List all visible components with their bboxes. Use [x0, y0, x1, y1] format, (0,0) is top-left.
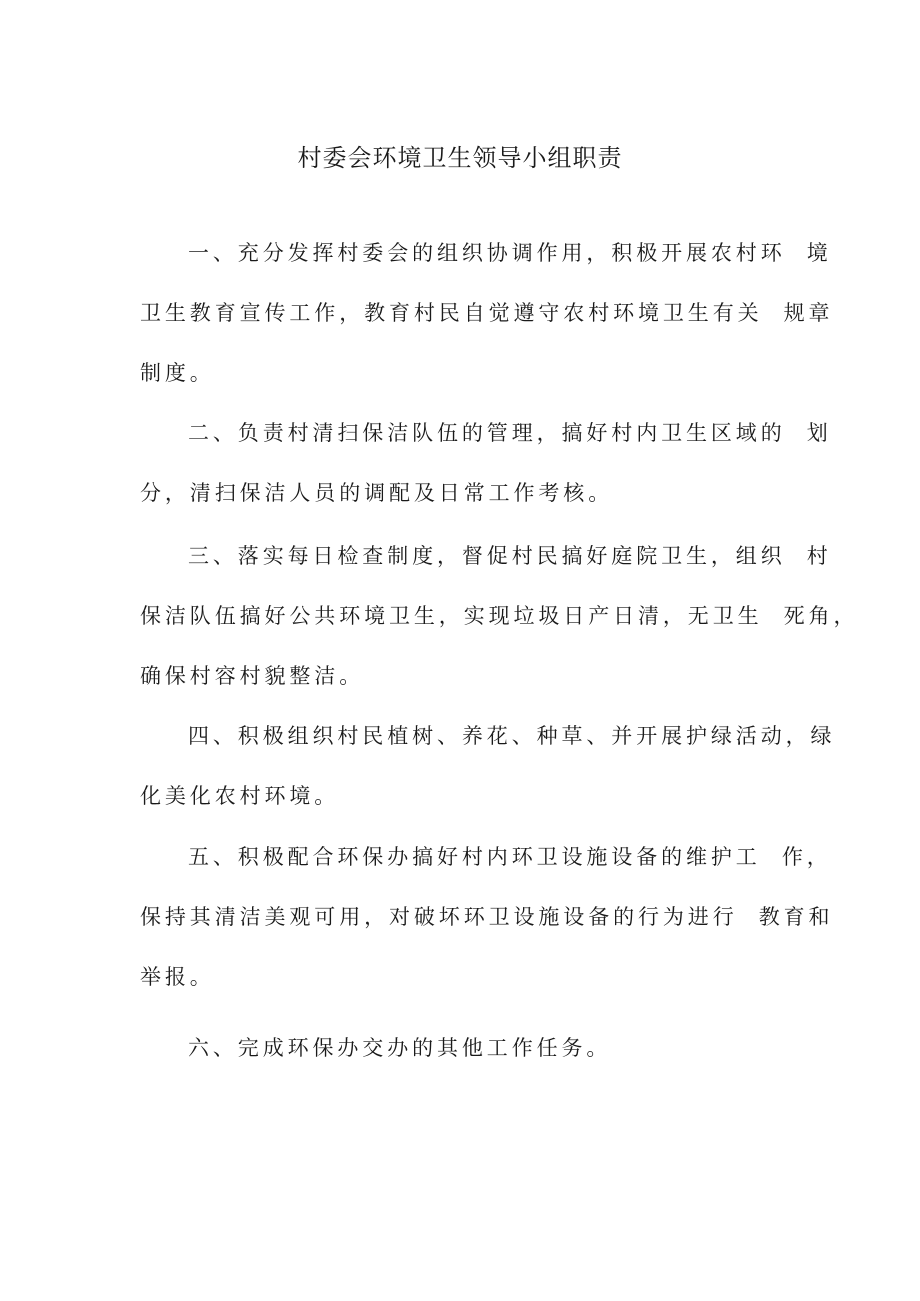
paragraph-5-line-1: 五、积极配合环保办搞好村内环卫设施设备的维护工 作， — [188, 845, 832, 869]
paragraph-2-line-1: 二、负责村清扫保洁队伍的管理，搞好村内卫生区域的 划 — [188, 421, 832, 445]
paragraph-3-line-1: 三、落实每日检查制度，督促村民搞好庭院卫生，组织 村 — [188, 544, 832, 568]
paragraph-2-line-2: 分，清扫保洁人员的调配及日常工作考核。 — [140, 481, 614, 505]
paragraph-1-line-2: 卫生教育宣传工作，教育村民自觉遵守农村环境卫生有关 规章 — [140, 301, 834, 325]
paragraph-3-line-2: 保洁队伍搞好公共环境卫生，实现垃圾日产日清，无卫生 死角， — [140, 604, 859, 628]
paragraph-1-line-3: 制度。 — [140, 361, 215, 385]
paragraph-6-line-1: 六、完成环保办交办的其他工作任务。 — [188, 1036, 612, 1060]
paragraph-3-line-3: 确保村容村貌整洁。 — [140, 664, 365, 688]
document-title: 村委会环境卫生领导小组职责 — [297, 144, 623, 172]
paragraph-4-line-1: 四、积极组织村民植树、养花、种草、并开展护绿活动，绿 — [188, 724, 836, 748]
paragraph-5-line-2: 保持其清洁美观可用，对破坏环卫设施设备的行为进行 教育和 — [140, 905, 834, 929]
paragraph-4-line-2: 化美化农村环境。 — [140, 784, 340, 808]
paragraph-1-line-1: 一、充分发挥村委会的组织协调作用，积极开展农村环 境 — [188, 241, 832, 265]
paragraph-5-line-3: 举报。 — [140, 965, 215, 989]
